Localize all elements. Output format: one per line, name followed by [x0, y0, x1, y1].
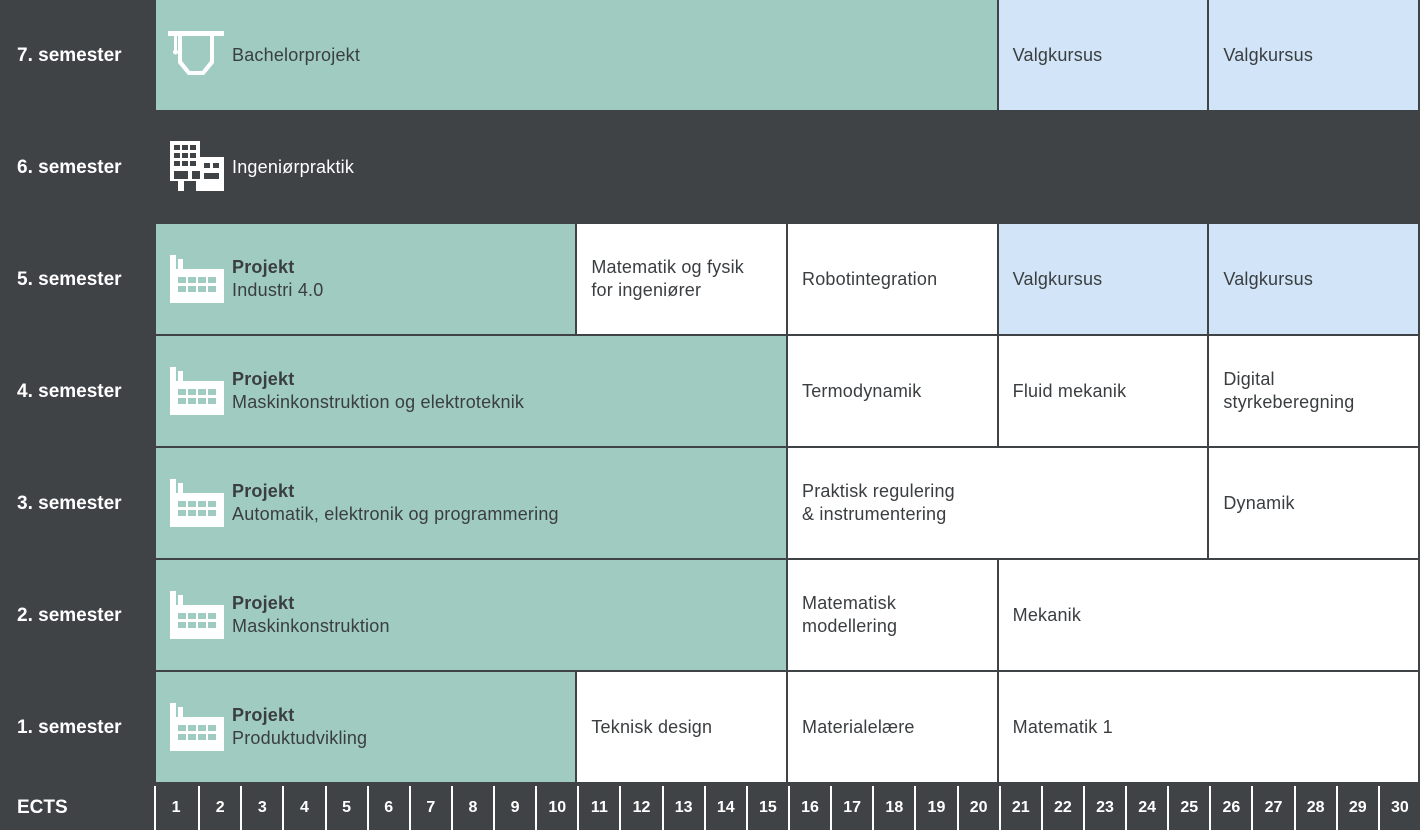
- semester-label: 4. semester: [0, 336, 154, 447]
- course-name: Mekanik: [1012, 604, 1082, 625]
- elective-cell: [1209, 224, 1418, 334]
- course-name: Matematik 1: [1012, 716, 1113, 737]
- ects-number: 10: [535, 786, 577, 830]
- course-name: Bachelorprojekt: [232, 44, 361, 65]
- course-name: Materialelære: [802, 716, 915, 737]
- semester-label: 6. semester: [0, 112, 154, 223]
- ects-number: 7: [409, 786, 451, 830]
- course-cell: [788, 560, 997, 670]
- ects-number: 5: [325, 786, 367, 830]
- ects-number: 18: [872, 786, 914, 830]
- ects-number: 29: [1336, 786, 1378, 830]
- ects-number: 13: [662, 786, 704, 830]
- course-cell: [788, 224, 997, 334]
- course-cell: [999, 560, 1418, 670]
- course-cell: [1209, 336, 1418, 446]
- ects-number: 14: [704, 786, 746, 830]
- course-name: Automatik, elektronik og programmering: [232, 504, 559, 524]
- course-name: Teknisk design: [591, 716, 713, 737]
- course-cell: [577, 224, 786, 334]
- course-cell: [788, 336, 997, 446]
- ects-number: 30: [1378, 786, 1420, 830]
- elective-cell: [999, 0, 1208, 110]
- factory-icon: [166, 473, 226, 533]
- course-name: Valgkursus: [1223, 268, 1314, 289]
- course-name: Praktisk regulering & instrumentering: [802, 481, 955, 524]
- ects-number: 4: [282, 786, 324, 830]
- project-heading: Projekt: [232, 257, 295, 277]
- semester-label: 3. semester: [0, 448, 154, 559]
- course-name: Produktudvikling: [232, 728, 368, 748]
- semester-label: 7. semester: [0, 0, 154, 111]
- course-name: Maskinkonstruktion: [232, 616, 390, 636]
- ects-number: 1: [154, 786, 196, 830]
- ects-number: 9: [493, 786, 535, 830]
- practice-cell: [156, 112, 1418, 222]
- ects-number: 24: [1125, 786, 1167, 830]
- ects-label: ECTS: [0, 786, 154, 830]
- ects-number: 20: [957, 786, 999, 830]
- ects-number: 23: [1083, 786, 1125, 830]
- ects-number: 22: [1041, 786, 1083, 830]
- ects-number: 15: [746, 786, 788, 830]
- course-cell: [788, 448, 1207, 558]
- course-name: Digital styrkeberegning: [1223, 369, 1355, 412]
- ects-number: 19: [914, 786, 956, 830]
- course-name: Matematik og fysik for ingeniører: [591, 257, 744, 300]
- course-name: Dynamik: [1223, 492, 1295, 513]
- ects-number: 11: [577, 786, 619, 830]
- course-cell: [1209, 448, 1418, 558]
- semester-label: 1. semester: [0, 672, 154, 783]
- ects-number: 16: [788, 786, 830, 830]
- project-heading: Projekt: [232, 369, 295, 389]
- course-cell: [999, 672, 1418, 782]
- semester-label: 5. semester: [0, 224, 154, 335]
- project-heading: Projekt: [232, 593, 295, 613]
- project-cell: [156, 448, 786, 558]
- ects-number: 12: [619, 786, 661, 830]
- course-cell: [577, 672, 786, 782]
- project-cell: [156, 560, 786, 670]
- ects-number: 3: [240, 786, 282, 830]
- semester-label: 2. semester: [0, 560, 154, 671]
- course-name: Robotintegration: [802, 268, 938, 289]
- project-heading: Projekt: [232, 705, 295, 725]
- ects-number: 25: [1167, 786, 1209, 830]
- project-cell: [156, 336, 786, 446]
- factory-icon: [166, 697, 226, 757]
- ects-number: 26: [1209, 786, 1251, 830]
- course-name: Fluid mekanik: [1012, 380, 1127, 401]
- factory-icon: [166, 585, 226, 645]
- ects-number: 2: [198, 786, 240, 830]
- course-cell: [999, 336, 1208, 446]
- course-name: Valgkursus: [1012, 268, 1103, 289]
- factory-icon: [166, 361, 226, 421]
- project-cell: [156, 672, 575, 782]
- project-heading: Projekt: [232, 481, 295, 501]
- project-cell: [156, 0, 997, 110]
- course-cell: [788, 672, 997, 782]
- elective-cell: [999, 224, 1208, 334]
- ects-number: 28: [1294, 786, 1336, 830]
- elective-cell: [1209, 0, 1418, 110]
- factory-icon: [166, 249, 226, 309]
- course-name: Maskinkonstruktion og elektroteknik: [232, 392, 525, 412]
- course-name: Valgkursus: [1223, 44, 1314, 65]
- ects-number: 6: [367, 786, 409, 830]
- course-name: Industri 4.0: [232, 280, 324, 300]
- ects-number: 27: [1251, 786, 1293, 830]
- course-name: Termodynamik: [802, 380, 922, 401]
- ects-number: 21: [999, 786, 1041, 830]
- project-cell: [156, 224, 575, 334]
- ects-number: 17: [830, 786, 872, 830]
- course-name: Ingeniørpraktik: [232, 156, 355, 177]
- ects-number: 8: [451, 786, 493, 830]
- course-name: Matematisk modellering: [802, 593, 898, 636]
- graduation-cap-icon: [166, 25, 226, 85]
- course-name: Valgkursus: [1012, 44, 1103, 65]
- office-building-icon: [166, 137, 226, 197]
